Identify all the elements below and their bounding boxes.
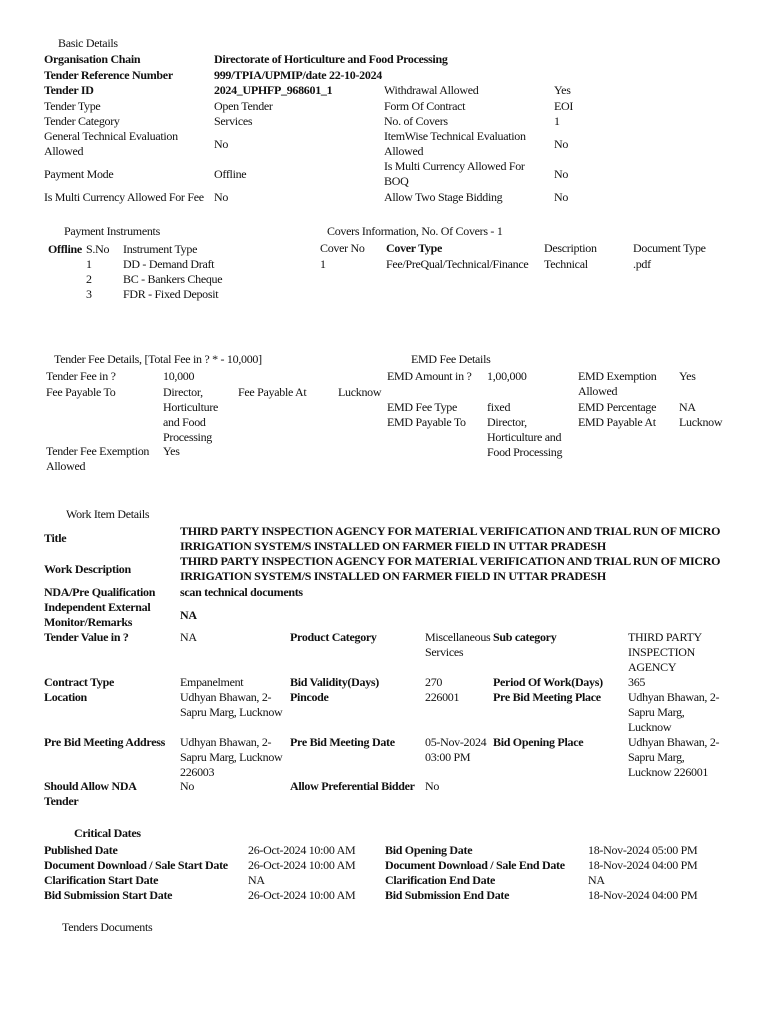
work-description-label: Work Description: [44, 562, 131, 576]
itemwise-value: No: [554, 137, 569, 151]
withdrawal-value: Yes: [554, 83, 571, 97]
tender-ref-label: Tender Reference Number: [44, 68, 173, 82]
submission-start-value: 26-Oct-2024 10:00 AM: [248, 888, 356, 902]
emd-payable-at-label: EMD Payable At: [578, 415, 656, 429]
tender-fee-label: Tender Fee in ?: [46, 369, 116, 383]
submission-start-label: Bid Submission Start Date: [44, 888, 173, 902]
offline-label: Offline: [48, 242, 82, 256]
published-date-value: 26-Oct-2024 10:00 AM: [248, 843, 356, 857]
emd-percentage-value: NA: [679, 400, 696, 414]
document-type-header: Document Type: [633, 241, 706, 255]
payment-mode-label: Payment Mode: [44, 167, 114, 181]
nda-value: scan technical documents: [180, 585, 303, 599]
gte-value: No: [214, 137, 229, 151]
bid-opening-date-label: Bid Opening Date: [385, 843, 473, 857]
tender-type-label: Tender Type: [44, 99, 101, 113]
cover-description: Technical: [544, 257, 588, 271]
fee-payable-at-value: Lucknow: [338, 385, 382, 399]
payment-instruments-heading: Payment Instruments: [64, 224, 160, 238]
two-stage-label: Allow Two Stage Bidding: [384, 190, 503, 204]
prebid-place-value: Udhyan Bhawan, 2-Sapru Marg, Lucknow: [628, 690, 720, 734]
form-contract-value: EOI: [554, 99, 574, 113]
itemwise-label: ItemWise Technical Evaluation Allowed: [384, 129, 526, 158]
clarification-start-value: NA: [248, 873, 265, 887]
gte-label: General Technical Evaluation Allowed: [44, 129, 178, 158]
work-description-value: THIRD PARTY INSPECTION AGENCY FOR MATERIAL VERIFICATION AND TRIAL RUN OF MICRO IRRIGATION SYSTEM/S INSTALLED ON FARMER FIELD IN UTTAR PRADESH: [180, 554, 721, 583]
preferential-bidder-label: Allow Preferential Bidder: [290, 779, 415, 793]
emd-fee-type-value: fixed: [487, 400, 511, 414]
instrument-type: FDR - Fixed Deposit: [123, 287, 219, 301]
tender-id-label: Tender ID: [44, 83, 94, 97]
sub-category-value: THIRD PARTY INSPECTION AGENCY: [628, 630, 702, 674]
description-header: Description: [544, 241, 597, 255]
bid-validity-label: Bid Validity(Days): [290, 675, 379, 689]
bid-opening-date-value: 18-Nov-2024 05:00 PM: [588, 843, 698, 857]
period-of-work-value: 365: [628, 675, 646, 689]
instrument-sno: 3: [86, 287, 92, 301]
sub-category-label: Sub category: [493, 630, 557, 644]
contract-type-label: Contract Type: [44, 675, 114, 689]
covers-count-value: 1: [554, 114, 560, 128]
prebid-date-label: Pre Bid Meeting Date: [290, 735, 395, 749]
prebid-address-label: Pre Bid Meeting Address: [44, 735, 165, 749]
work-title-label: Title: [44, 531, 67, 545]
work-item-heading: Work Item Details: [66, 507, 150, 521]
clarification-start-label: Clarification Start Date: [44, 873, 159, 887]
instrument-sno: 1: [86, 257, 92, 271]
emd-exemption-value: Yes: [679, 369, 696, 383]
download-start-label: Document Download / Sale Start Date: [44, 858, 228, 872]
org-chain-label: Organisation Chain: [44, 52, 141, 66]
emd-payable-to-value: Director, Horticulture and Food Processing: [487, 415, 563, 459]
payment-mode-value: Offline: [214, 167, 247, 181]
tender-fee-exemption-label: Tender Fee Exemption Allowed: [46, 444, 150, 473]
sno-header: S.No: [86, 242, 110, 256]
bid-opening-place-label: Bid Opening Place: [493, 735, 584, 749]
prebid-address-value: Udhyan Bhawan, 2-Sapru Marg, Lucknow 226003: [180, 735, 283, 779]
tender-category-value: Services: [214, 114, 253, 128]
allow-nda-value: No: [180, 779, 195, 793]
tender-fee-value: 10,000: [163, 369, 195, 383]
instrument-type-header: Instrument Type: [123, 242, 198, 256]
two-stage-value: No: [554, 190, 569, 204]
download-start-value: 26-Oct-2024 10:00 AM: [248, 858, 356, 872]
monitor-label: Independent External Monitor/Remarks: [44, 600, 151, 629]
org-chain-value: Directorate of Horticulture and Food Processing: [214, 52, 448, 66]
pincode-value: 226001: [425, 690, 460, 704]
pincode-label: Pincode: [290, 690, 329, 704]
location-value: Udhyan Bhawan, 2-Sapru Marg, Lucknow: [180, 690, 283, 719]
tender-fee-exemption-value: Yes: [163, 444, 180, 458]
withdrawal-label: Withdrawal Allowed: [384, 83, 479, 97]
contract-type-value: Empanelment: [180, 675, 244, 689]
multicurrency-boq-value: No: [554, 167, 569, 181]
prebid-date-value: 05-Nov-2024 03:00 PM: [425, 735, 487, 764]
tenders-documents-heading: Tenders Documents: [62, 920, 153, 934]
product-category-label: Product Category: [290, 630, 377, 644]
preferential-bidder-value: No: [425, 779, 440, 793]
emd-percentage-label: EMD Percentage: [578, 400, 657, 414]
nda-label: NDA/Pre Qualification: [44, 585, 156, 599]
clarification-end-value: NA: [588, 873, 605, 887]
tender-ref-value: 999/TPIA/UPMIP/date 22-10-2024: [214, 68, 382, 82]
instrument-type: BC - Bankers Cheque: [123, 272, 223, 286]
tender-value-label: Tender Value in ?: [44, 630, 129, 644]
cover-type-header: Cover Type: [386, 241, 442, 255]
prebid-place-label: Pre Bid Meeting Place: [493, 690, 601, 704]
multicurrency-fee-label: Is Multi Currency Allowed For Fee: [44, 190, 204, 204]
location-label: Location: [44, 690, 87, 704]
emd-payable-at-value: Lucknow: [679, 415, 723, 429]
instrument-type: DD - Demand Draft: [123, 257, 215, 271]
cover-doc-type: .pdf: [633, 257, 651, 271]
instrument-sno: 2: [86, 272, 92, 286]
bid-validity-value: 270: [425, 675, 443, 689]
emd-exemption-label: EMD Exemption Allowed: [578, 369, 657, 398]
tender-value-value: NA: [180, 630, 197, 644]
work-title-value: THIRD PARTY INSPECTION AGENCY FOR MATERIAL VERIFICATION AND TRIAL RUN OF MICRO IRRIGATION SYSTEM/S INSTALLED ON FARMER FIELD IN UTTAR PRADESH: [180, 524, 721, 553]
emd-fee-type-label: EMD Fee Type: [387, 400, 457, 414]
form-contract-label: Form Of Contract: [384, 99, 466, 113]
allow-nda-label: Should Allow NDA Tender: [44, 779, 136, 808]
tender-id-value: 2024_UPHFP_968601_1: [214, 83, 333, 97]
multicurrency-fee-value: No: [214, 190, 229, 204]
published-date-label: Published Date: [44, 843, 118, 857]
tender-type-value: Open Tender: [214, 99, 273, 113]
emd-amount-label: EMD Amount in ?: [387, 369, 472, 383]
cover-type: Fee/PreQual/Technical/Finance: [386, 257, 529, 271]
product-category-value: Miscellaneous Services: [425, 630, 491, 659]
period-of-work-label: Period Of Work(Days): [493, 675, 603, 689]
cover-no-header: Cover No: [320, 241, 365, 255]
critical-dates-heading: Critical Dates: [74, 826, 141, 840]
basic-details-heading: Basic Details: [58, 36, 118, 50]
emd-payable-to-label: EMD Payable To: [387, 415, 466, 429]
download-end-value: 18-Nov-2024 04:00 PM: [588, 858, 698, 872]
emd-heading: EMD Fee Details: [411, 352, 491, 366]
fee-payable-at-label: Fee Payable At: [238, 385, 307, 399]
tender-category-label: Tender Category: [44, 114, 120, 128]
clarification-end-label: Clarification End Date: [385, 873, 496, 887]
tender-fee-heading: Tender Fee Details, [Total Fee in ? * - 10,000]: [54, 352, 262, 366]
submission-end-label: Bid Submission End Date: [385, 888, 510, 902]
submission-end-value: 18-Nov-2024 04:00 PM: [588, 888, 698, 902]
fee-payable-to-value: Director, Horticulture and Food Processing: [163, 385, 219, 444]
bid-opening-place-value: Udhyan Bhawan, 2-Sapru Marg, Lucknow 226001: [628, 735, 720, 779]
emd-amount-value: 1,00,000: [487, 369, 527, 383]
cover-no: 1: [320, 257, 326, 271]
covers-count-label: No. of Covers: [384, 114, 448, 128]
download-end-label: Document Download / Sale End Date: [385, 858, 565, 872]
monitor-value: NA: [180, 608, 197, 622]
covers-heading: Covers Information, No. Of Covers - 1: [327, 224, 503, 238]
fee-payable-to-label: Fee Payable To: [46, 385, 116, 399]
multicurrency-boq-label: Is Multi Currency Allowed For BOQ: [384, 159, 525, 188]
